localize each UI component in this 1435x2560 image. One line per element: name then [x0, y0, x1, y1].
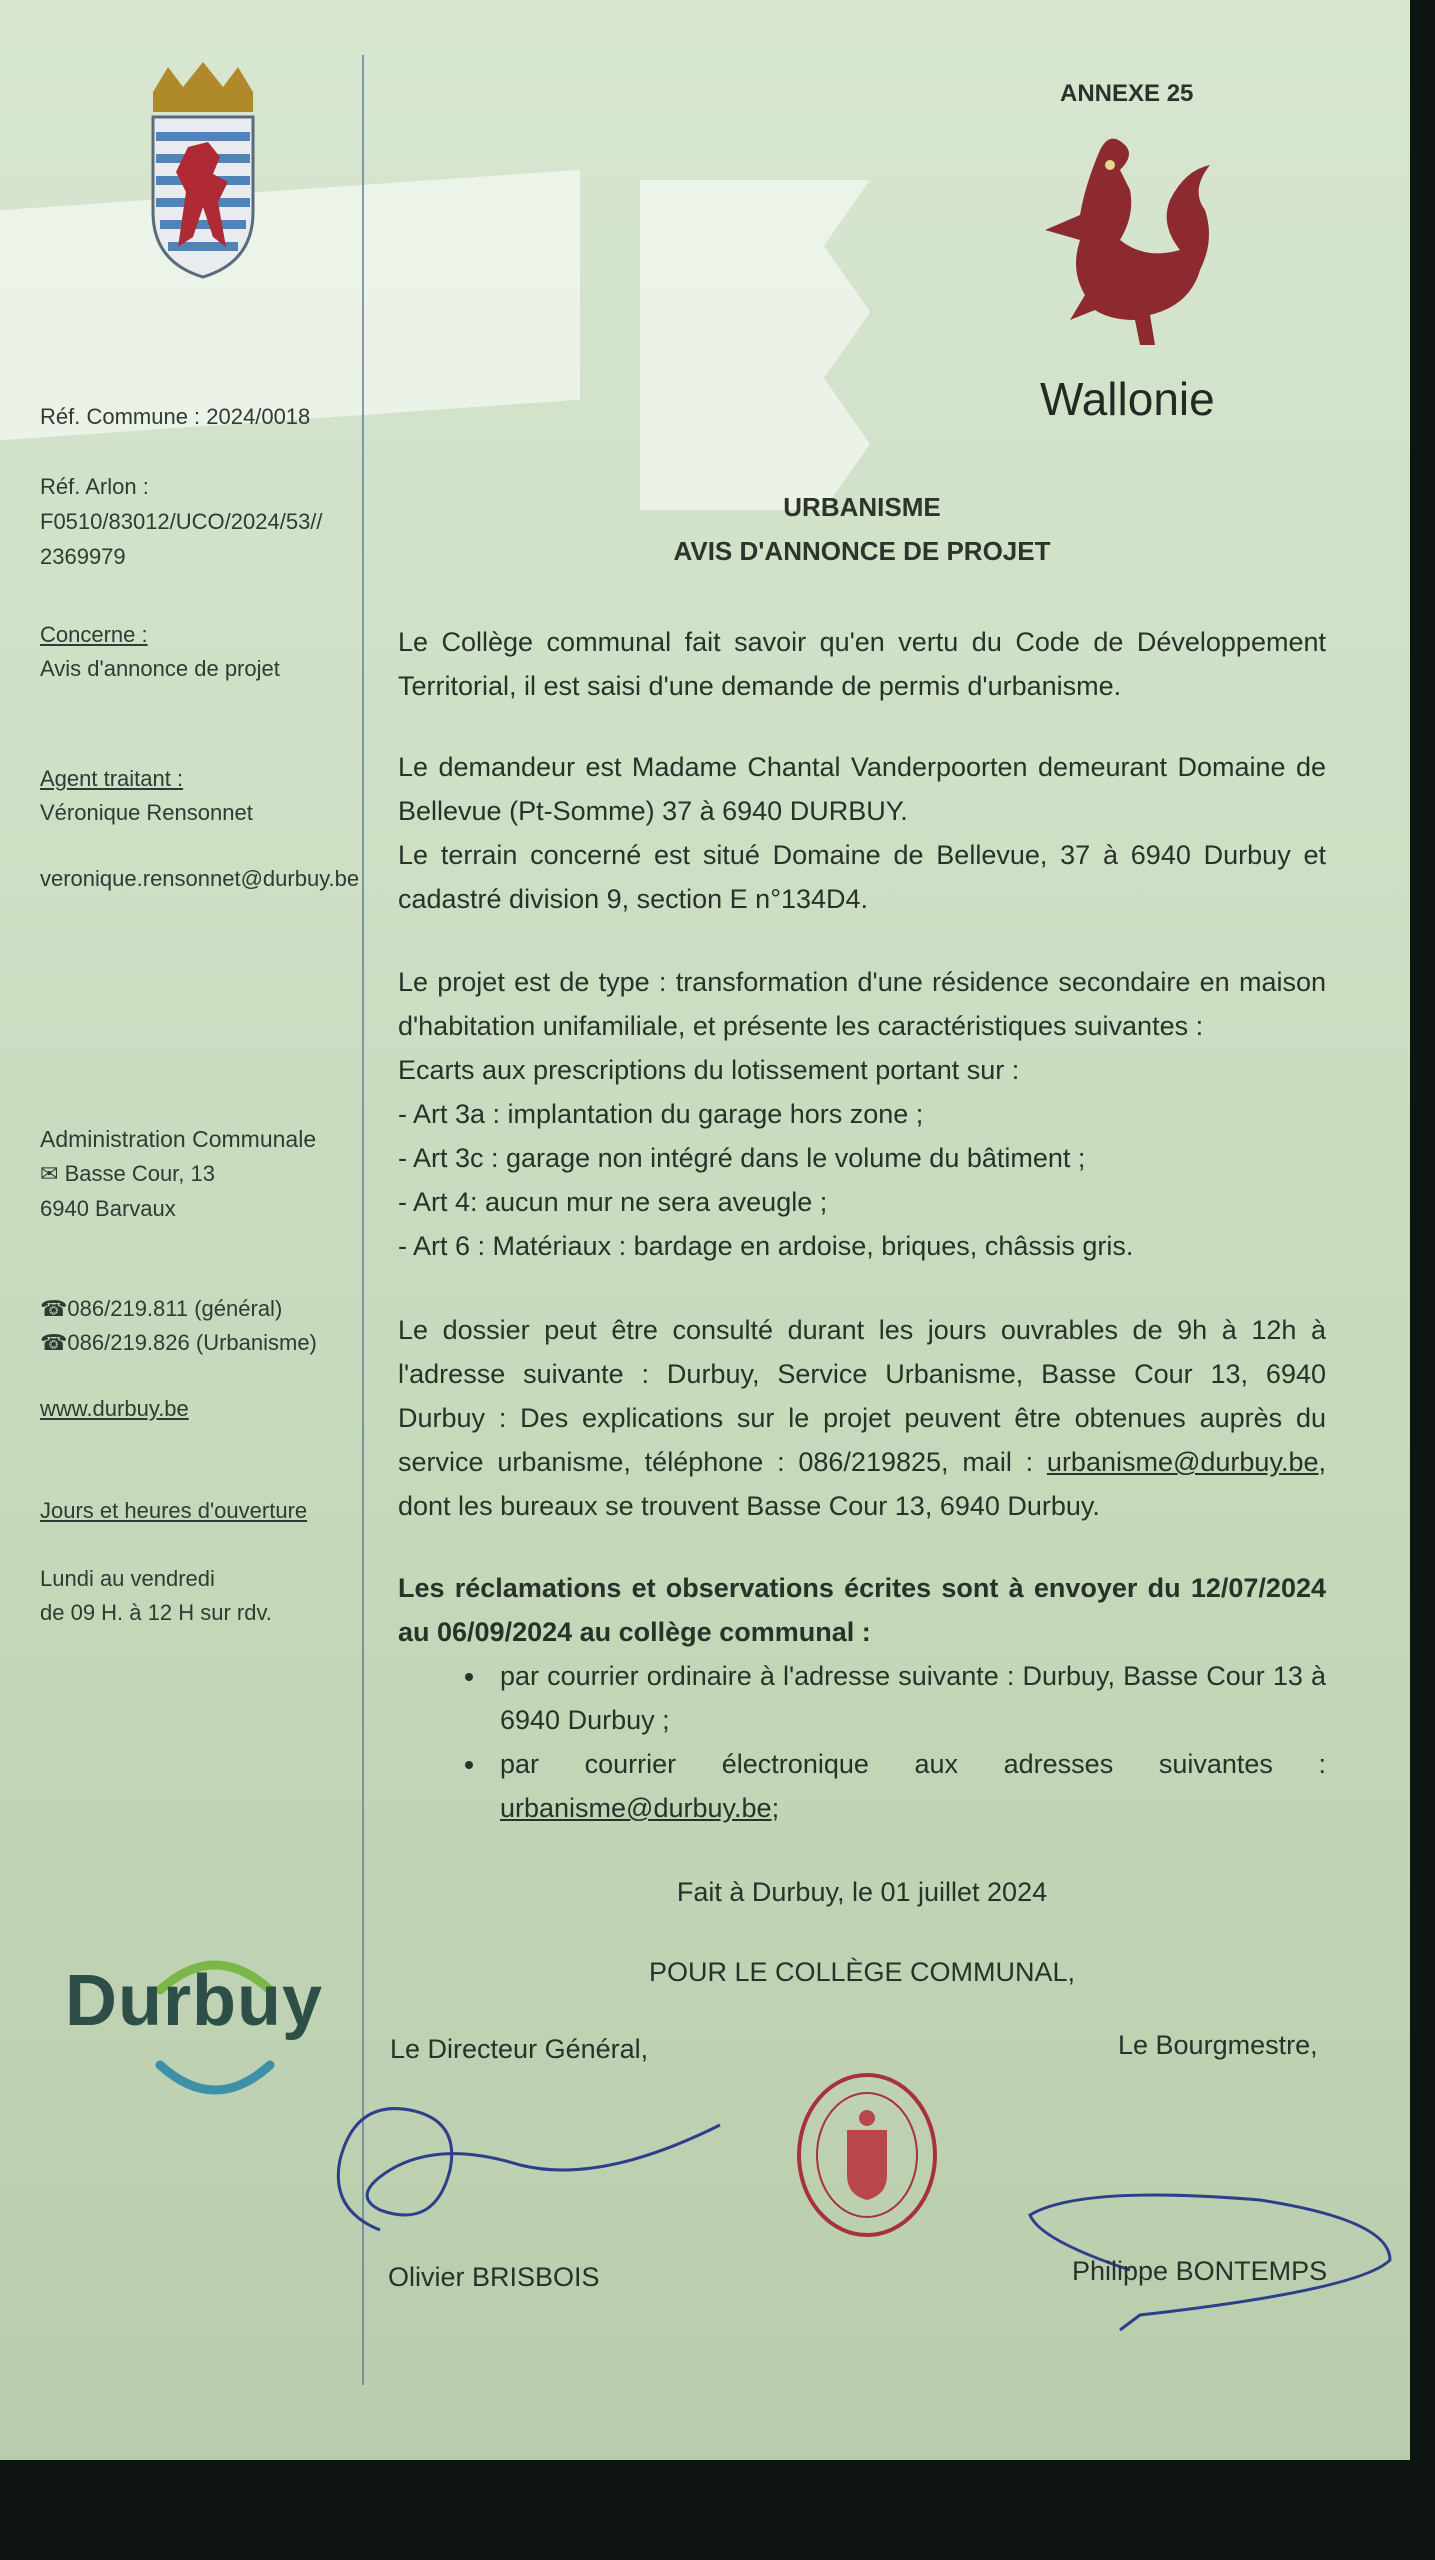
admin-street — [40, 1157, 215, 1191]
list-item: • par courrier ordinaire à l'adresse suivante : Durbuy, Basse Cour 13 à 6940 Durbuy ; — [488, 1654, 1326, 1742]
window-glare — [640, 180, 870, 510]
mayor-name: Philippe BONTEMPS — [1072, 2256, 1328, 2286]
envelope-icon: ✉ — [40, 1161, 59, 1186]
ecarts-label: Ecarts aux prescriptions du lotissement portant sur : — [398, 1055, 1020, 1085]
paragraph-project — [398, 960, 1326, 1268]
phone-general — [40, 1292, 282, 1326]
bullet-end: ; — [771, 1793, 780, 1823]
ref-arlon-number: F0510/83012/UCO/2024/53// — [40, 509, 323, 534]
phone-urbanisme — [40, 1326, 317, 1360]
submission-list — [398, 1654, 1326, 1830]
wallonie-rooster-icon — [1040, 130, 1220, 360]
hours-line-2: de 09 H. à 12 H sur rdv. — [40, 1600, 272, 1625]
agent-name: Véronique Rensonnet — [40, 800, 253, 825]
hours-line-1: Lundi au vendredi — [40, 1566, 215, 1591]
notice-title: URBANISME — [783, 492, 941, 522]
durbuy-logo: Durbuy — [65, 1961, 323, 2041]
paragraph-intro: Le Collège communal fait savoir qu'en vertu du Code de Développement Territorial, il est saisi d'une demande de permis d'urbanisme. — [398, 627, 1326, 701]
director-title: Le Directeur Général, — [390, 2034, 649, 2064]
province-crest-icon — [138, 62, 268, 282]
college-heading: POUR LE COLLÈGE COMMUNAL, — [648, 1957, 1076, 1987]
paragraph-land: Le terrain concerné est situé Domaine de Bellevue, 37 à 6940 Durbuy et cadastré division 9, section E n°134D4. — [398, 840, 1326, 914]
consultation-text-end: , dont les bureaux se trouvent Basse Cour 13, 6940 Durbuy. — [398, 1447, 1326, 1521]
phone-icon: ☎ — [40, 1330, 68, 1355]
website-link[interactable]: www.durbuy.be — [40, 1396, 189, 1421]
ref-commune: Réf. Commune : 2024/0018 — [40, 404, 311, 429]
concerne-label: Concerne : — [40, 622, 148, 647]
wallonie-wordmark: Wallonie — [1040, 373, 1215, 425]
paragraph-applicant: Le demandeur est Madame Chantal Vanderpoorten demeurant Domaine de Bellevue (Pt-Somme) 37 à 6940 DURBUY. — [398, 752, 1326, 826]
agent-label: Agent traitant : — [40, 766, 184, 791]
consultation-text: Le dossier peut être consulté durant les jours ouvrables de 9h à 12h à l'adresse suivante : Durbuy, Service Urbanisme, Basse Cour 13, 6940 Durbuy : Des explications sur le projet peuvent être obtenues auprès du service urbanisme, téléphone : 086/219825, mail : — [398, 1315, 1326, 1477]
phone-icon: ☎ — [40, 1296, 68, 1321]
urbanisme-email-link[interactable]: urbanisme@durbuy.be — [1046, 1447, 1319, 1477]
project-type: Le projet est de type : transformation d'une résidence secondaire en maison d'habitation unifamiliale, et présente les caractéristiques suivantes : — [398, 967, 1326, 1041]
municipal-seal-icon — [792, 2070, 942, 2240]
hours-label: Jours et heures d'ouverture — [40, 1498, 308, 1523]
ref-arlon-number-2: 2369979 — [40, 544, 126, 569]
concerne-value: Avis d'annonce de projet — [40, 656, 280, 681]
urbanisme-email-link-2[interactable]: urbanisme@durbuy.be — [500, 1793, 772, 1823]
notice-subtitle: AVIS D'ANNONCE DE PROJET — [673, 536, 1051, 566]
director-name: Olivier BRISBOIS — [388, 2262, 600, 2292]
phone-urbanisme-text: 086/219.826 (Urbanisme) — [67, 1330, 317, 1355]
art-3a: - Art 3a : implantation du garage hors zone ; — [398, 1099, 924, 1129]
admin-city: 6940 Barvaux — [40, 1196, 176, 1221]
art-4: - Art 4: aucun mur ne sera aveugle ; — [398, 1187, 828, 1217]
admin-street-text: Basse Cour, 13 — [64, 1161, 215, 1186]
director-signature — [320, 2060, 740, 2250]
annexe-label: ANNEXE 25 — [1060, 80, 1194, 107]
ref-arlon-label: Réf. Arlon : — [40, 474, 149, 499]
agent-email[interactable]: veronique.rensonnet@durbuy.be — [40, 866, 360, 891]
bullet-text: par courrier électronique aux adresses suivantes : — [500, 1749, 1326, 1779]
art-3c: - Art 3c : garage non intégré dans le volume du bâtiment ; — [398, 1143, 1086, 1173]
phone-general-text: 086/219.811 (général) — [67, 1296, 283, 1321]
column-divider — [362, 55, 364, 2385]
paragraph-consultation — [398, 1308, 1326, 1528]
admin-title: Administration Communale — [40, 1126, 317, 1152]
mayor-title: Le Bourgmestre, — [1118, 2030, 1318, 2060]
art-6: - Art 6 : Matériaux : bardage en ardoise, briques, châssis gris. — [398, 1231, 1134, 1261]
paragraph-reclamations: Les réclamations et observations écrites sont à envoyer du 12/07/2024 au 06/09/2024 au collège communal : — [398, 1573, 1326, 1647]
signing-date: Fait à Durbuy, le 01 juillet 2024 — [676, 1877, 1048, 1907]
list-item — [488, 1742, 1326, 1830]
